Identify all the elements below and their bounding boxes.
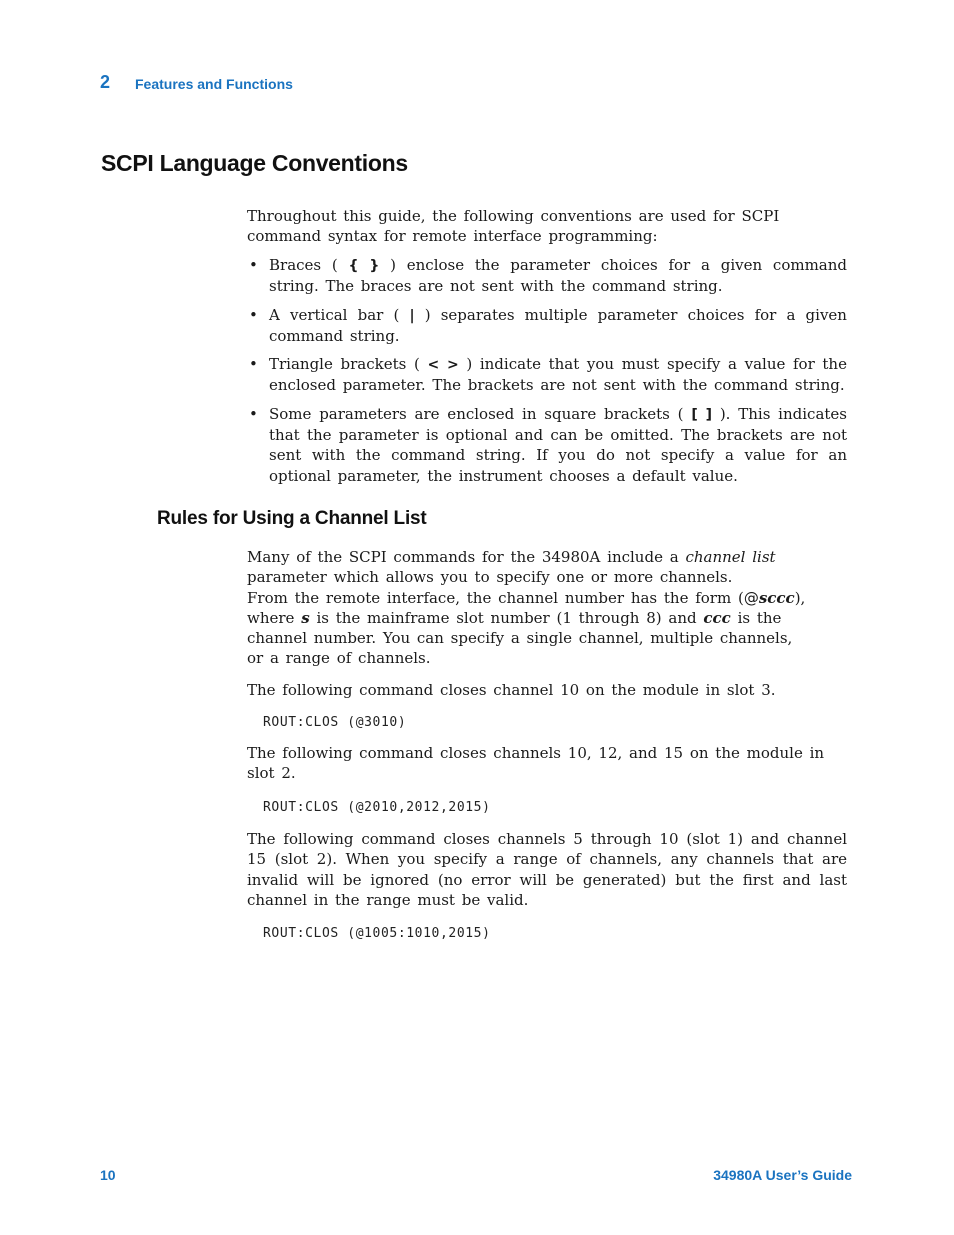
example-3-text: The following command closes channels 5 through 10 (slot 1) and channel 15 (slot 2). When you specify a range of channels, any channels that are invalid will be ignored (no error will be generated) but the first and last channel in the range must be valid. bbox=[247, 830, 847, 909]
subsection-title: Rules for Using a Channel List bbox=[157, 508, 427, 529]
example-2-code: ROUT:CLOS (@2010,2012,2015) bbox=[263, 800, 491, 815]
bullet-text-post: ) separates multiple parameter choices for a given command string. bbox=[269, 305, 847, 345]
vertical-bar-symbol: | bbox=[409, 307, 415, 324]
sccc-term: sccc bbox=[758, 588, 795, 607]
bullet-text-post: ). This indicates that the parameter is optional and can be omitted. The brackets are not sent with the command string. If you do not specify a value for an optional parameter, the instrument chooses a default value. bbox=[269, 404, 847, 485]
bullet-text-post: ) indicate that you must specify a value for the enclosed parameter. The brackets are not sent with the command string. bbox=[269, 355, 847, 395]
chapter-number: 2 bbox=[100, 72, 111, 92]
bullet-text-post: ) enclose the parameter choices for a given command string. The braces are not sent with the command string. bbox=[269, 256, 847, 296]
section-title: SCPI Language Conventions bbox=[101, 150, 408, 176]
channel-list-paragraph-1: Many of the SCPI commands for the 34980A include a channel list parameter which allows you to specify one or more channels. From the remote interface, the channel number has the form (@sccc), where s is the mainframe slot number (1 through 8) and ccc is the channel number. You can specify a single channel, multiple channels, or a range of channels. bbox=[247, 548, 806, 668]
s-term: s bbox=[301, 608, 310, 627]
conventions-list bbox=[247, 255, 847, 494]
list-item: • Triangle brackets ( < > ) indicate that you must specify a value for the enclosed parameter. The brackets are not sent with the command string. bbox=[249, 355, 847, 395]
example-1-text: The following command closes channel 10 on the module in slot 3. bbox=[247, 681, 776, 699]
channel-list-term: channel list bbox=[685, 548, 776, 566]
document-title: 34980A User’s Guide bbox=[713, 1167, 852, 1183]
bullet-text-pre: A vertical bar ( bbox=[269, 305, 400, 324]
list-item: • A vertical bar ( | ) separates multiple parameter choices for a given command string. bbox=[249, 305, 847, 345]
braces-symbol: { } bbox=[348, 258, 380, 274]
bullet-text-pre: Braces ( bbox=[269, 256, 338, 274]
example-2-text: The following command closes channels 10, 12, and 15 on the module in slot 2. bbox=[247, 744, 825, 783]
example-1-code: ROUT:CLOS (@3010) bbox=[263, 715, 407, 730]
ccc-term: ccc bbox=[703, 608, 731, 627]
example-3-code: ROUT:CLOS (@1005:1010,2015) bbox=[263, 926, 491, 941]
chapter-title: Features and Functions bbox=[135, 76, 293, 92]
list-item: • Some parameters are enclosed in square brackets ( [ ] ). This indicates that the parameter is optional and can be omitted. The brackets are not sent with the command string. If you do not specify a value for an optional parameter, the instrument chooses a default value. bbox=[249, 404, 847, 485]
bullet-text-pre: Some parameters are enclosed in square brackets ( bbox=[269, 404, 684, 423]
bullet-text-pre: Triangle brackets ( bbox=[269, 355, 420, 374]
triangle-brackets-symbol: < > bbox=[427, 357, 459, 374]
square-brackets-symbol: [ ] bbox=[691, 406, 713, 423]
page-number: 10 bbox=[100, 1167, 116, 1183]
list-item: • Braces ( { } ) enclose the parameter choices for a given command string. The braces are not sent with the command string. bbox=[249, 256, 847, 296]
intro-paragraph: Throughout this guide, the following conventions are used for SCPI command syntax for remote interface programming: bbox=[247, 207, 780, 246]
